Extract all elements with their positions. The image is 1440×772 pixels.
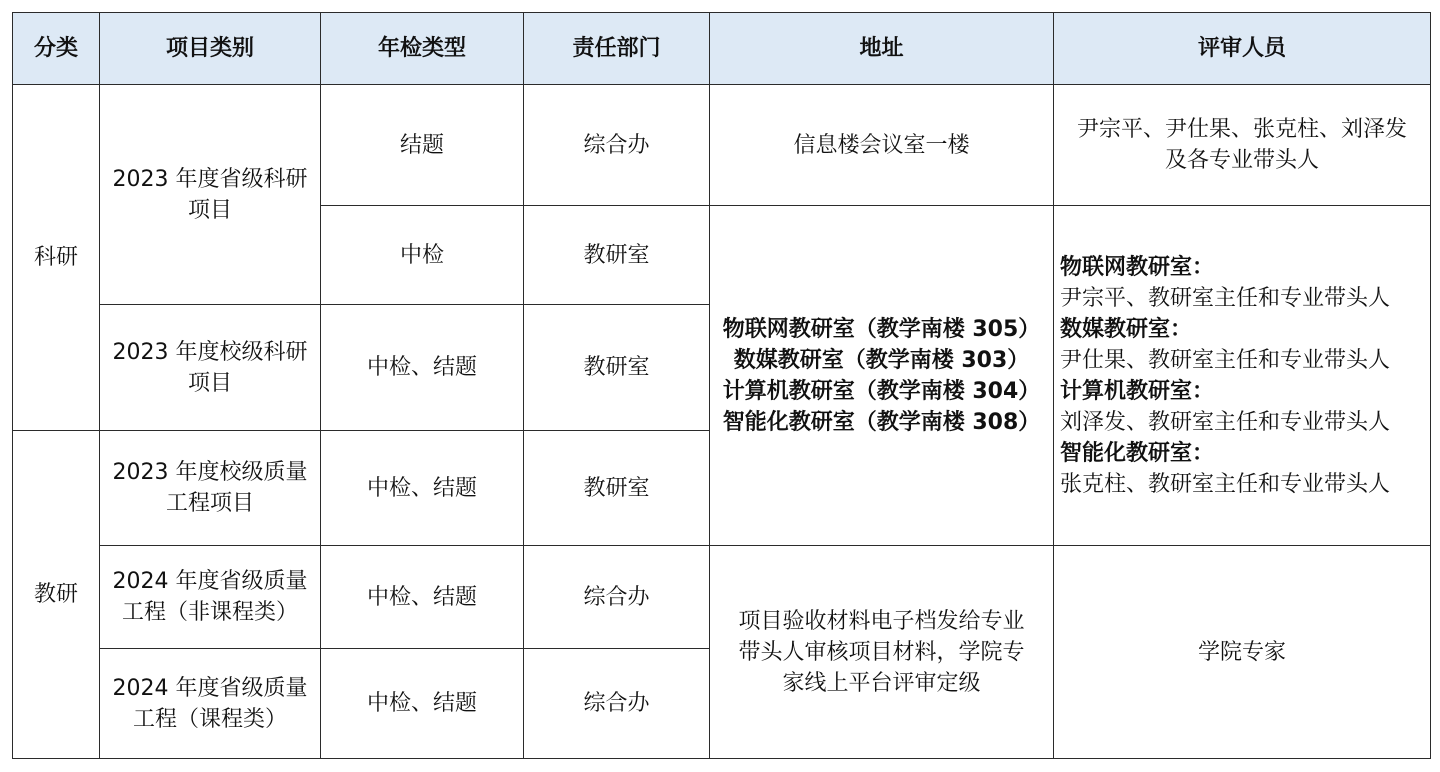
check-type-cell: 中检、结题	[321, 546, 524, 649]
project-cell: 2023 年度校级质量 工程项目	[100, 431, 321, 546]
department-cell: 综合办	[524, 85, 710, 206]
header-address: 地址	[710, 13, 1054, 85]
header-reviewers: 评审人员	[1054, 13, 1431, 85]
department-cell: 综合办	[524, 649, 710, 759]
check-type-cell: 中检、结题	[321, 305, 524, 431]
header-category: 分类	[13, 13, 100, 85]
check-type-cell: 中检	[321, 206, 524, 305]
department-cell: 教研室	[524, 206, 710, 305]
category-cell: 科研	[13, 85, 100, 431]
header-project: 项目类别	[100, 13, 321, 85]
reviewers-cell: 尹宗平、尹仕果、张克柱、刘泽发 及各专业带头人	[1054, 85, 1431, 206]
project-cell: 2024 年度省级质量 工程（非课程类）	[100, 546, 321, 649]
department-cell: 教研室	[524, 431, 710, 546]
reviewers-cell: 物联网教研室： 尹宗平、教研室主任和专业带头人 数媒教研室： 尹仕果、教研室主任和专业带头人 计算机教研室： 刘泽发、教研室主任和专业带头人 智能化教研室： 张克柱、教研室主任和专业带头人	[1054, 206, 1431, 546]
header-row	[13, 13, 1431, 85]
department-cell: 综合办	[524, 546, 710, 649]
check-type-cell: 结题	[321, 85, 524, 206]
review-table	[12, 12, 1431, 759]
table-row	[13, 546, 1431, 649]
check-type-cell: 中检、结题	[321, 649, 524, 759]
address-cell: 项目验收材料电子档发给专业 带头人审核项目材料，学院专 家线上平台评审定级	[710, 546, 1054, 759]
address-cell: 信息楼会议室一楼	[710, 85, 1054, 206]
header-department: 责任部门	[524, 13, 710, 85]
header-check-type: 年检类型	[321, 13, 524, 85]
project-cell: 2023 年度校级科研 项目	[100, 305, 321, 431]
project-cell: 2024 年度省级质量 工程（课程类）	[100, 649, 321, 759]
address-cell: 物联网教研室（教学南楼 305） 数媒教研室（教学南楼 303） 计算机教研室（教学南楼 304） 智能化教研室（教学南楼 308）	[710, 206, 1054, 546]
check-type-cell: 中检、结题	[321, 431, 524, 546]
reviewers-cell: 学院专家	[1054, 546, 1431, 759]
department-cell: 教研室	[524, 305, 710, 431]
project-cell: 2023 年度省级科研 项目	[100, 85, 321, 305]
category-cell: 教研	[13, 431, 100, 759]
table-row	[13, 85, 1431, 206]
